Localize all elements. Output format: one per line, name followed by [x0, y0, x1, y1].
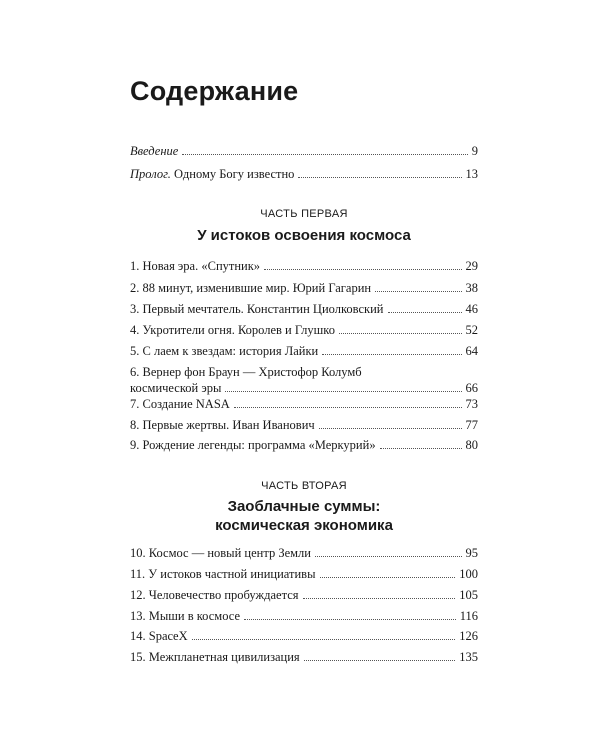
- toc-entry: [130, 566, 478, 582]
- toc-entry-intro: [130, 143, 478, 159]
- toc-entry-label-prefix: Пролог.: [130, 167, 171, 181]
- toc-entry-prologue: [130, 166, 478, 182]
- toc-entry-label: 15. Межпланетная цивилизация: [130, 650, 300, 664]
- dot-leader: [234, 407, 462, 408]
- toc-entry-label: 5. С лаем к звездам: история Лайки: [130, 344, 319, 358]
- dot-leader: [388, 312, 462, 313]
- part-title-line2: космическая экономика: [215, 517, 393, 534]
- toc-entry-label: 13. Мыши в космосе: [130, 609, 240, 623]
- toc-entry: [130, 258, 478, 274]
- dot-leader: [339, 333, 462, 334]
- toc-entry-page: 52: [465, 323, 478, 337]
- toc-entry-page: 13: [465, 167, 478, 181]
- toc-entry-label: 1. Новая эра. «Спутник»: [130, 259, 261, 273]
- toc-entry: [130, 649, 478, 665]
- dot-leader: [303, 598, 456, 599]
- toc-entry-label: 7. Создание NASA: [130, 397, 230, 411]
- toc-entry-page: 95: [465, 546, 478, 560]
- toc-entry: [130, 280, 478, 296]
- toc-entry-label-line2: космической эры: [130, 381, 222, 395]
- part-title: У истоков освоения космоса: [197, 227, 411, 244]
- dot-leader: [319, 428, 462, 429]
- toc-entry-label: 4. Укротители огня. Королев и Глушко: [130, 323, 335, 337]
- toc-entry-page: 38: [465, 281, 478, 295]
- toc-entry: [130, 417, 478, 433]
- dot-leader: [182, 154, 467, 155]
- part-label: ЧАСТЬ ПЕРВАЯ: [260, 208, 348, 220]
- toc-entry-label-line1: 6. Вернер фон Браун — Христофор Колумб: [130, 365, 362, 379]
- toc-entry-label: Одному Богу известно: [170, 167, 295, 181]
- toc-entry-label: 12. Человечество пробуждается: [130, 588, 299, 602]
- toc-entry-page: 64: [465, 344, 478, 358]
- toc-entry-label: 8. Первые жертвы. Иван Иванович: [130, 418, 315, 432]
- toc-entry-page: 105: [459, 588, 478, 602]
- toc-entry-label: 9. Рождение легенды: программа «Меркурий»: [130, 438, 376, 452]
- page-title: Содержание: [130, 76, 299, 106]
- toc-entry: [130, 608, 478, 624]
- dot-leader: [264, 269, 461, 270]
- dot-leader: [192, 639, 456, 640]
- toc-entry-page: 126: [459, 629, 478, 643]
- toc-entry: [130, 364, 478, 396]
- part-label: ЧАСТЬ ВТОРАЯ: [261, 480, 347, 492]
- toc-entry-label: Введение: [130, 144, 179, 158]
- toc-entry-label: 3. Первый мечтатель. Константин Циолковский: [130, 302, 384, 316]
- toc-entry: [130, 437, 478, 453]
- toc-entry-page: 73: [465, 397, 478, 411]
- dot-leader: [375, 291, 461, 292]
- toc-entry-page: 46: [465, 302, 478, 316]
- toc-entry: [130, 322, 478, 338]
- dot-leader: [322, 354, 461, 355]
- toc-entry-page: 29: [465, 259, 478, 273]
- toc-entry: [130, 396, 478, 412]
- toc-entry-page: 77: [465, 418, 478, 432]
- toc-entry: [130, 587, 478, 603]
- toc-entry-page: 80: [465, 438, 478, 452]
- toc-entry: [130, 343, 478, 359]
- toc-entry-label: 2. 88 минут, изменившие мир. Юрий Гагарин: [130, 281, 372, 295]
- toc-entry-page: 116: [459, 609, 478, 623]
- toc-entry: [130, 301, 478, 317]
- dot-leader: [304, 660, 456, 661]
- toc-entry: [130, 628, 478, 644]
- toc-entry-label: 14. SpaceX: [130, 629, 188, 643]
- part-title-line1: Заоблачные суммы:: [227, 498, 381, 515]
- toc-entry-label: 11. У истоков частной инициативы: [130, 567, 316, 581]
- dot-leader: [244, 619, 456, 620]
- dot-leader: [225, 391, 461, 392]
- dot-leader: [320, 577, 456, 578]
- toc-entry-page: 9: [471, 144, 478, 158]
- toc-entry-page: 135: [459, 650, 478, 664]
- dot-leader: [315, 556, 462, 557]
- dot-leader: [380, 448, 462, 449]
- toc-entry-label: 10. Космос — новый центр Земли: [130, 546, 311, 560]
- toc-entry: [130, 545, 478, 561]
- dot-leader: [298, 177, 461, 178]
- toc-entry-page: 66: [465, 381, 478, 395]
- toc-entry-page: 100: [459, 567, 478, 581]
